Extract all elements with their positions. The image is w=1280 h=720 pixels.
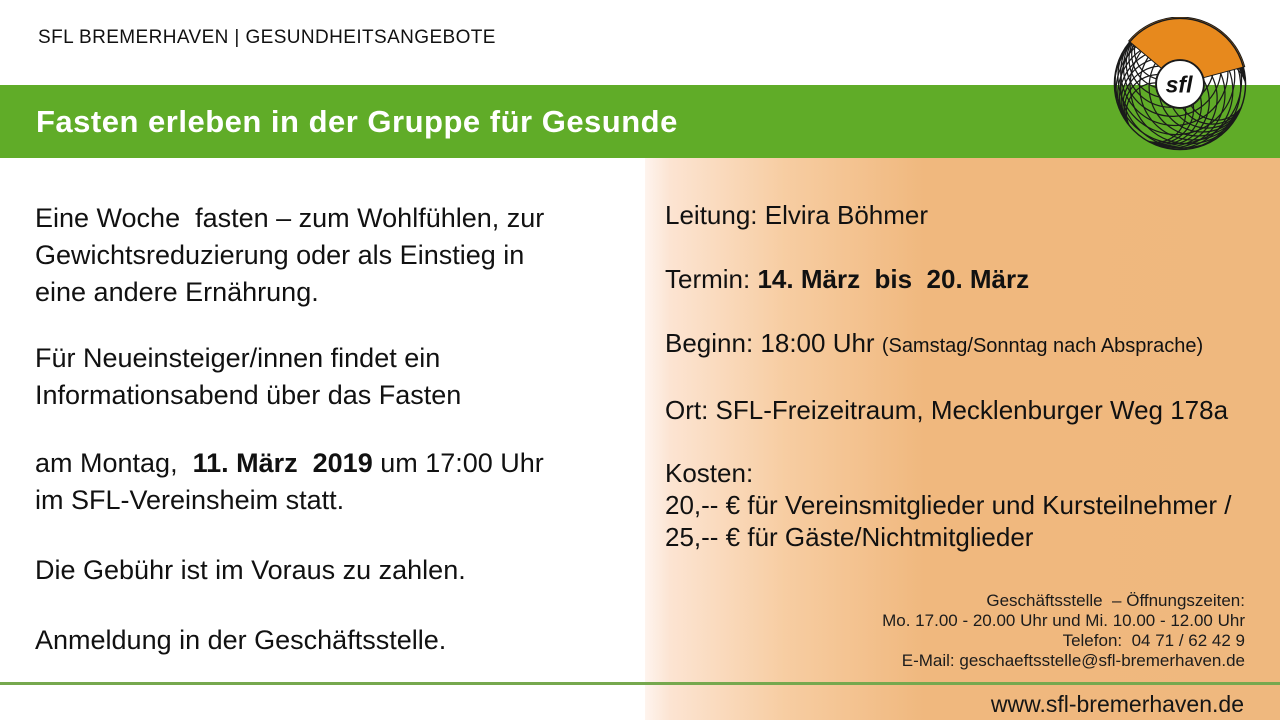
date-bold: 11. März 2019 <box>192 448 373 478</box>
body-line: Informationsabend über das Fasten <box>35 380 462 410</box>
title-bar <box>0 85 1280 158</box>
beginn-value: Beginn: 18:00 Uhr <box>665 328 882 358</box>
page-title: Fasten erleben in der Gruppe für Gesunde <box>36 104 678 139</box>
kosten-block <box>665 457 1245 553</box>
body-line: Eine Woche fasten – zum Wohlfühlen, zur <box>35 203 545 233</box>
sfl-logo-icon <box>1113 17 1247 151</box>
footer-divider <box>0 682 1280 685</box>
contact-phone: Telefon: 04 71 / 62 42 9 <box>1062 631 1245 650</box>
contact-block <box>665 591 1245 671</box>
body-text <box>35 158 635 659</box>
kosten-members: 20,-- € für Vereinsmitglieder und Kursteilnehmer / <box>665 490 1232 520</box>
kosten-label: Kosten: <box>665 458 754 488</box>
leitung-line: Leitung: Elvira Böhmer <box>665 200 929 230</box>
body-line: im SFL-Vereinsheim statt. <box>35 485 345 515</box>
anmeldung-paragraph: Anmeldung in der Geschäftsstelle. <box>35 625 447 655</box>
sfl-logo-text: sfl <box>1165 71 1193 98</box>
info-panel <box>645 158 1280 720</box>
termin-line <box>665 262 1245 296</box>
beginn-note: (Samstag/Sonntag nach Absprache) <box>881 335 1204 357</box>
contact-hours: Mo. 17.00 - 20.00 Uhr und Mi. 10.00 - 12.00 Uhr <box>882 611 1245 630</box>
slide-kicker: SFL BREMERHAVEN | GESUNDHEITSANGEBOTE <box>38 27 496 48</box>
website-url: www.sfl-bremerhaven.de <box>990 691 1244 717</box>
termin-label: Termin: <box>665 264 758 294</box>
body-line: am Montag, 11. März 2019 um 17:00 Uhr <box>35 448 544 478</box>
termin-paragraph <box>35 445 635 519</box>
sfl-logo <box>1113 17 1247 151</box>
contact-hours-title: Geschäftsstelle – Öffnungszeiten: <box>986 591 1245 610</box>
body-line: eine andere Ernährung. <box>35 277 319 307</box>
infoabend-paragraph <box>35 340 635 414</box>
intro-paragraph <box>35 200 635 311</box>
termin-value: 14. März bis 20. März <box>757 264 1030 294</box>
kosten-guests: 25,-- € für Gäste/Nichtmitglieder <box>665 522 1034 552</box>
contact-email: E-Mail: geschaeftsstelle@sfl-bremerhaven.de <box>901 651 1245 670</box>
gebuehr-paragraph: Die Gebühr ist im Voraus zu zahlen. <box>35 555 466 585</box>
body-line: Für Neueinsteiger/innen findet ein <box>35 343 441 373</box>
ort-line: Ort: SFL-Freizeitraum, Mecklenburger Weg 178a <box>665 395 1229 425</box>
body-line: Gewichtsreduzierung oder als Einstieg in <box>35 240 525 270</box>
beginn-line <box>665 326 1245 363</box>
